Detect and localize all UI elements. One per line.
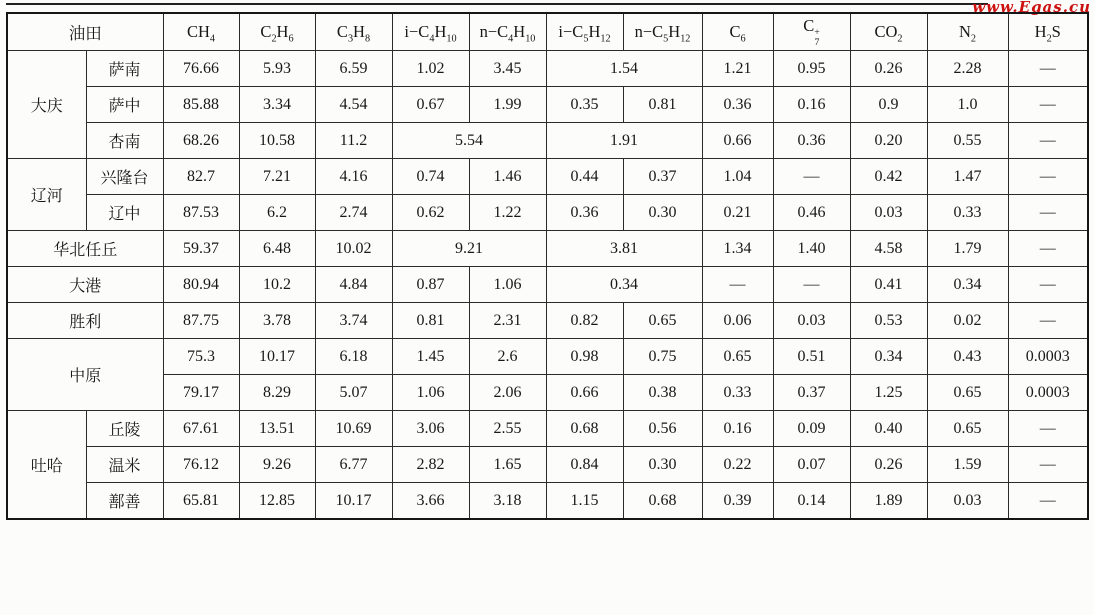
data-cell: 68.26	[163, 123, 239, 159]
data-cell: 0.16	[702, 411, 773, 447]
table-row	[7, 411, 1088, 447]
data-cell: 3.74	[315, 303, 392, 339]
data-cell: 4.84	[315, 267, 392, 303]
data-cell: 0.65	[927, 375, 1008, 411]
data-cell: —	[1008, 267, 1088, 303]
row-header-cell: 鄯善	[86, 483, 163, 520]
data-cell: 0.53	[850, 303, 927, 339]
table-row	[7, 303, 1088, 339]
column-header-n-c4h10: $n-C_4H_{10}$	[469, 13, 546, 51]
data-cell: 0.03	[850, 195, 927, 231]
data-cell: 0.82	[546, 303, 623, 339]
data-cell: 0.75	[623, 339, 702, 375]
data-cell: 6.59	[315, 51, 392, 87]
data-cell: 0.42	[850, 159, 927, 195]
row-header-cell: 丘陵	[86, 411, 163, 447]
data-cell: 6.18	[315, 339, 392, 375]
data-cell: 6.48	[239, 231, 315, 267]
column-header-n-c5h12: $n-C_5H_{12}$	[623, 13, 702, 51]
data-cell: 5.93	[239, 51, 315, 87]
data-cell: 0.37	[623, 159, 702, 195]
data-cell: 0.36	[702, 87, 773, 123]
data-cell: 1.65	[469, 447, 546, 483]
data-cell: 0.62	[392, 195, 469, 231]
column-header-oil-field: 油田	[7, 13, 163, 51]
data-cell: 0.51	[773, 339, 850, 375]
table-row	[7, 123, 1088, 159]
data-cell: 1.59	[927, 447, 1008, 483]
data-cell: 0.38	[623, 375, 702, 411]
data-cell: 8.29	[239, 375, 315, 411]
data-cell: 59.37	[163, 231, 239, 267]
data-cell: 75.3	[163, 339, 239, 375]
data-cell: 1.21	[702, 51, 773, 87]
row-header-cell: 胜利	[7, 303, 163, 339]
data-cell: 76.66	[163, 51, 239, 87]
data-cell: 0.16	[773, 87, 850, 123]
data-cell: —	[702, 267, 773, 303]
top-rule	[6, 3, 988, 5]
data-cell: 87.53	[163, 195, 239, 231]
data-cell: 0.07	[773, 447, 850, 483]
data-cell: —	[1008, 195, 1088, 231]
data-cell: 0.9	[850, 87, 927, 123]
data-cell: 2.31	[469, 303, 546, 339]
table-row	[7, 87, 1088, 123]
data-cell: 2.74	[315, 195, 392, 231]
data-cell: 0.67	[392, 87, 469, 123]
column-header-h2s: $H_2S$	[1008, 13, 1088, 51]
data-cell: 1.06	[392, 375, 469, 411]
data-cell: 0.26	[850, 447, 927, 483]
row-header-cell: 辽中	[86, 195, 163, 231]
column-header-c6: $C_6$	[702, 13, 773, 51]
data-cell: 1.54	[546, 51, 702, 87]
data-cell: 0.44	[546, 159, 623, 195]
table-row	[7, 231, 1088, 267]
row-header-cell: 兴隆台	[86, 159, 163, 195]
data-cell: 0.43	[927, 339, 1008, 375]
gas-composition-table	[6, 12, 1089, 520]
data-cell: 5.07	[315, 375, 392, 411]
data-cell: 0.30	[623, 195, 702, 231]
column-header-c3h8: $C_3H_8$	[315, 13, 392, 51]
data-cell: 12.85	[239, 483, 315, 520]
data-cell: 11.2	[315, 123, 392, 159]
data-cell: 85.88	[163, 87, 239, 123]
data-cell: —	[773, 267, 850, 303]
data-cell: —	[1008, 303, 1088, 339]
data-cell: 0.37	[773, 375, 850, 411]
data-cell: 2.82	[392, 447, 469, 483]
data-cell: 1.04	[702, 159, 773, 195]
data-cell: 3.18	[469, 483, 546, 520]
data-cell: 67.61	[163, 411, 239, 447]
row-header-cell: 大港	[7, 267, 163, 303]
data-cell: 0.09	[773, 411, 850, 447]
column-header-i-c4h10: $i-C_4H_{10}$	[392, 13, 469, 51]
data-cell: 0.0003	[1008, 339, 1088, 375]
data-cell: 10.02	[315, 231, 392, 267]
table-row	[7, 51, 1088, 87]
row-header-cell: 吐哈	[7, 411, 86, 520]
data-cell: 1.89	[850, 483, 927, 520]
row-header-cell: 萨中	[86, 87, 163, 123]
data-cell: 76.12	[163, 447, 239, 483]
data-cell: —	[1008, 483, 1088, 520]
data-cell: 0.0003	[1008, 375, 1088, 411]
data-cell: 87.75	[163, 303, 239, 339]
data-cell: 1.0	[927, 87, 1008, 123]
data-cell: 82.7	[163, 159, 239, 195]
data-cell: 0.21	[702, 195, 773, 231]
header-row	[7, 13, 1088, 51]
data-cell: 1.45	[392, 339, 469, 375]
data-cell: 80.94	[163, 267, 239, 303]
data-cell: 0.33	[927, 195, 1008, 231]
row-header-cell: 辽河	[7, 159, 86, 231]
data-cell: 9.26	[239, 447, 315, 483]
data-cell: 0.39	[702, 483, 773, 520]
data-cell: 0.03	[773, 303, 850, 339]
data-cell: 0.68	[546, 411, 623, 447]
data-cell: 2.55	[469, 411, 546, 447]
data-cell: 0.98	[546, 339, 623, 375]
data-cell: 2.6	[469, 339, 546, 375]
table-row	[7, 267, 1088, 303]
row-header-cell: 大庆	[7, 51, 86, 159]
data-cell: 2.06	[469, 375, 546, 411]
data-cell: 1.34	[702, 231, 773, 267]
data-cell: 0.36	[546, 195, 623, 231]
data-cell: 13.51	[239, 411, 315, 447]
data-cell: —	[1008, 123, 1088, 159]
data-cell: 0.22	[702, 447, 773, 483]
data-cell: 4.16	[315, 159, 392, 195]
data-cell: —	[1008, 231, 1088, 267]
data-cell: 2.28	[927, 51, 1008, 87]
data-cell: 0.34	[927, 267, 1008, 303]
data-cell: 1.06	[469, 267, 546, 303]
table-row	[7, 375, 1088, 411]
row-header-cell: 萨南	[86, 51, 163, 87]
row-header-cell: 华北任丘	[7, 231, 163, 267]
data-cell: 0.65	[702, 339, 773, 375]
data-cell: 5.54	[392, 123, 546, 159]
table-body	[7, 51, 1088, 520]
table-row	[7, 159, 1088, 195]
table-row	[7, 447, 1088, 483]
data-cell: 0.87	[392, 267, 469, 303]
data-cell: 0.36	[773, 123, 850, 159]
data-cell: 0.26	[850, 51, 927, 87]
data-cell: 9.21	[392, 231, 546, 267]
data-cell: 0.33	[702, 375, 773, 411]
data-cell: 0.81	[623, 87, 702, 123]
data-cell: —	[773, 159, 850, 195]
data-cell: —	[1008, 447, 1088, 483]
data-cell: 3.06	[392, 411, 469, 447]
data-cell: 10.17	[315, 483, 392, 520]
data-cell: —	[1008, 411, 1088, 447]
data-cell: 3.78	[239, 303, 315, 339]
column-header-c7-plus: C + 7	[773, 13, 850, 51]
data-cell: 10.58	[239, 123, 315, 159]
column-header-n2: $N_2$	[927, 13, 1008, 51]
data-cell: 3.34	[239, 87, 315, 123]
data-cell: 0.06	[702, 303, 773, 339]
table-header	[7, 13, 1088, 51]
row-header-cell: 温米	[86, 447, 163, 483]
data-cell: 0.56	[623, 411, 702, 447]
data-cell: 1.47	[927, 159, 1008, 195]
data-cell: 0.02	[927, 303, 1008, 339]
data-cell: 0.84	[546, 447, 623, 483]
data-cell: 10.69	[315, 411, 392, 447]
data-cell: 3.81	[546, 231, 702, 267]
data-cell: 0.41	[850, 267, 927, 303]
data-cell: 1.99	[469, 87, 546, 123]
data-cell: 0.03	[927, 483, 1008, 520]
data-cell: 0.66	[546, 375, 623, 411]
data-cell: 0.68	[623, 483, 702, 520]
table-row	[7, 339, 1088, 375]
data-cell: —	[1008, 87, 1088, 123]
data-cell: 3.45	[469, 51, 546, 87]
table-row	[7, 483, 1088, 520]
column-header-c2h6: $C_2H_6$	[239, 13, 315, 51]
column-header-ch4: $CH_4$	[163, 13, 239, 51]
data-cell: 7.21	[239, 159, 315, 195]
data-cell: 4.54	[315, 87, 392, 123]
data-cell: 0.34	[546, 267, 702, 303]
data-cell: 0.34	[850, 339, 927, 375]
data-cell: 1.15	[546, 483, 623, 520]
data-cell: 65.81	[163, 483, 239, 520]
data-cell: 0.30	[623, 447, 702, 483]
data-cell: 6.2	[239, 195, 315, 231]
row-header-cell: 中原	[7, 339, 163, 411]
table-row	[7, 195, 1088, 231]
data-cell: 0.46	[773, 195, 850, 231]
data-cell: —	[1008, 159, 1088, 195]
data-cell: 0.95	[773, 51, 850, 87]
data-cell: 1.22	[469, 195, 546, 231]
data-cell: 1.79	[927, 231, 1008, 267]
data-cell: 0.20	[850, 123, 927, 159]
data-cell: 1.91	[546, 123, 702, 159]
data-cell: 0.81	[392, 303, 469, 339]
data-cell: 1.40	[773, 231, 850, 267]
data-cell: 0.55	[927, 123, 1008, 159]
data-cell: 1.46	[469, 159, 546, 195]
data-cell: 0.14	[773, 483, 850, 520]
data-cell: 10.2	[239, 267, 315, 303]
watermark: www.Egas.cu	[972, 0, 1091, 16]
data-cell: 4.58	[850, 231, 927, 267]
data-cell: 6.77	[315, 447, 392, 483]
data-cell: 79.17	[163, 375, 239, 411]
data-cell: 10.17	[239, 339, 315, 375]
data-cell: 0.65	[623, 303, 702, 339]
data-cell: 0.40	[850, 411, 927, 447]
column-header-co2: $CO_2$	[850, 13, 927, 51]
data-cell: 1.25	[850, 375, 927, 411]
data-cell: 0.35	[546, 87, 623, 123]
data-cell: 0.65	[927, 411, 1008, 447]
data-cell: —	[1008, 51, 1088, 87]
row-header-cell: 杏南	[86, 123, 163, 159]
data-cell: 0.66	[702, 123, 773, 159]
column-header-i-c5h12: $i-C_5H_{12}$	[546, 13, 623, 51]
data-cell: 1.02	[392, 51, 469, 87]
data-cell: 3.66	[392, 483, 469, 520]
data-cell: 0.74	[392, 159, 469, 195]
